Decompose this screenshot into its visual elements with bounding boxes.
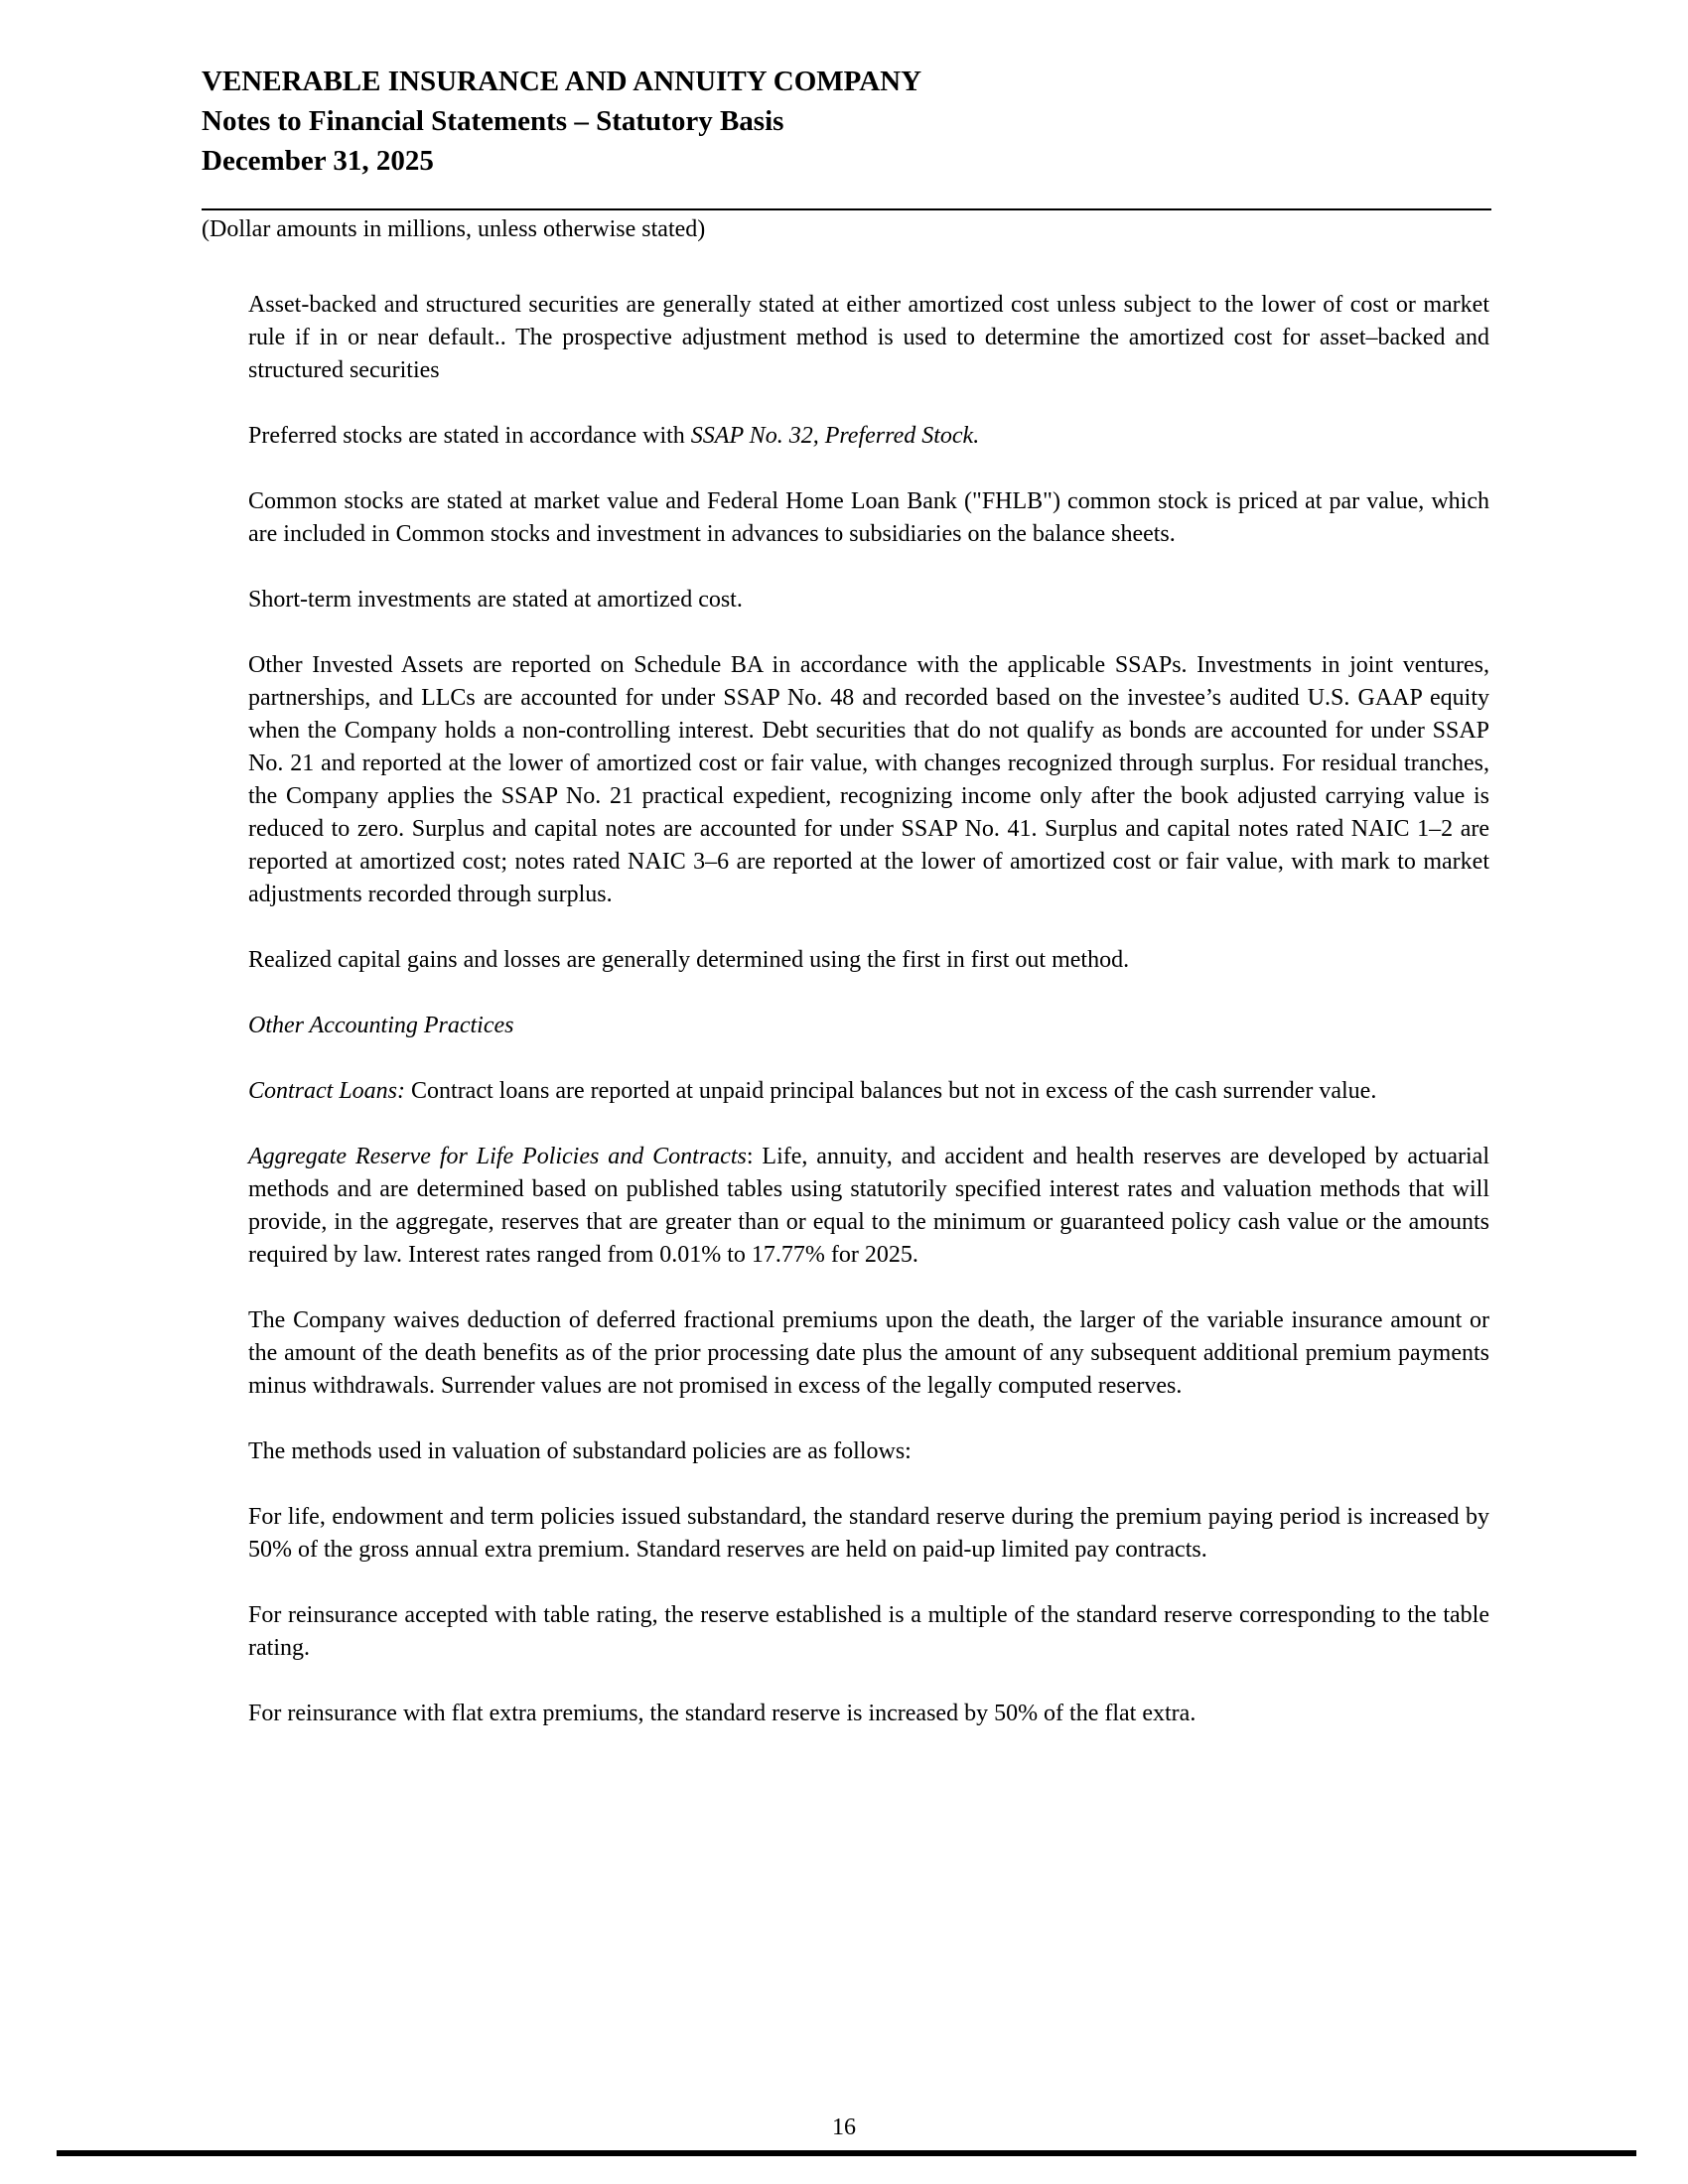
paragraph <box>248 1075 1489 1108</box>
text-run: For reinsurance accepted with table rating, the reserve established is a multiple of the standard reserve corresponding to the table rating. <box>248 1602 1489 1661</box>
text-run: Preferred stocks are stated in accordance with <box>248 423 691 449</box>
paragraph <box>248 485 1489 551</box>
paragraph <box>248 584 1489 616</box>
text-run: Common stocks are stated at market value and Federal Home Loan Bank ("FHLB") common stock is priced at par value, which are included in Common stocks and investment in advances to subsidiaries on the balance sheets. <box>248 488 1489 547</box>
document-title: Notes to Financial Statements – Statutory Basis <box>202 105 784 137</box>
italic-text-run: SSAP No. 32, Preferred Stock. <box>690 423 980 449</box>
text-run: Short-term investments are stated at amortized cost. <box>248 587 743 613</box>
paragraph <box>248 289 1489 387</box>
document-body <box>248 289 1489 1763</box>
paragraph <box>248 944 1489 977</box>
statement-date: December 31, 2025 <box>202 145 434 177</box>
italic-text-run: Contract Loans: <box>248 1078 406 1104</box>
paragraph <box>248 1599 1489 1665</box>
text-run: Realized capital gains and losses are generally determined using the first in first out method. <box>248 947 1130 973</box>
text-run: The methods used in valuation of substandard policies are as follows: <box>248 1438 912 1464</box>
page-number: 16 <box>832 2115 856 2140</box>
text-run: For reinsurance with flat extra premiums, the standard reserve is increased by 50% of the flat extra. <box>248 1701 1196 1726</box>
paragraph <box>248 420 1489 453</box>
text-run: For life, endowment and term policies issued substandard, the standard reserve during the premium paying period is increased by 50% of the gross annual extra premium. Standard reserves are held on paid-up limited pay contracts. <box>248 1504 1489 1563</box>
italic-text-run: Other Accounting Practices <box>248 1013 514 1038</box>
paragraph <box>248 1304 1489 1403</box>
text-run: Contract loans are reported at unpaid principal balances but not in excess of the cash surrender value. <box>405 1078 1377 1104</box>
text-run: Asset-backed and structured securities are generally stated at either amortized cost unless subject to the lower of cost or market rule if in or near default.. The prospective adjustment method is used to determine the amortized cost for asset–backed and structured securities <box>248 292 1489 383</box>
text-run: : Life, annuity, and accident and health reserves are developed by actuarial methods and are determined based on published tables using statutorily specified interest rates and valuation methods that will provide, in the aggregate, reserves that are greater than or equal to the minimum or guaranteed policy cash value or the amounts required by law. Interest rates ranged from 0.01% to 17.77% for 2025. <box>248 1144 1490 1268</box>
italic-text-run: Aggregate Reserve for Life Policies and Contracts <box>248 1144 747 1169</box>
text-run: The Company waives deduction of deferred fractional premiums upon the death, the larger of the variable insurance amount or the amount of the death benefits as of the prior processing date plus the amount of any subsequent additional premium payments minus withdrawals. Surrender values are not promised in excess of the legally computed reserves. <box>248 1307 1489 1399</box>
paragraph <box>248 1141 1489 1272</box>
text-run: Other Invested Assets are reported on Schedule BA in accordance with the applicable SSAPs. Investments in joint ventures, partnerships, and LLCs are accounted for under SSAP No. 48 and recorded based on the investee’s audited U.S. GAAP equity when the Company holds a non-controlling interest. Debt securities that do not qualify as bonds are accounted for under SSAP No. 21 and reported at the lower of amortized cost or fair value, with changes recognized through surplus. For residual tranches, the Company applies the SSAP No. 21 practical expedient, recognizing income only after the book adjusted carrying value is reduced to zero. Surplus and capital notes are accounted for under SSAP No. 41. Surplus and capital notes rated NAIC 1–2 are reported at amortized cost; notes rated NAIC 3–6 are reported at the lower of amortized cost or fair value, with mark to market adjustments recorded through surplus. <box>248 652 1489 907</box>
company-name: VENERABLE INSURANCE AND ANNUITY COMPANY <box>202 66 922 97</box>
document-header <box>202 62 921 181</box>
paragraph <box>248 649 1489 911</box>
units-note: (Dollar amounts in millions, unless otherwise stated) <box>202 216 706 242</box>
paragraph <box>248 1501 1489 1567</box>
paragraph <box>248 1435 1489 1468</box>
section-heading <box>248 1010 1489 1042</box>
paragraph <box>248 1698 1489 1730</box>
header-divider-rule <box>202 208 1491 210</box>
footer-rule <box>57 2150 1636 2156</box>
